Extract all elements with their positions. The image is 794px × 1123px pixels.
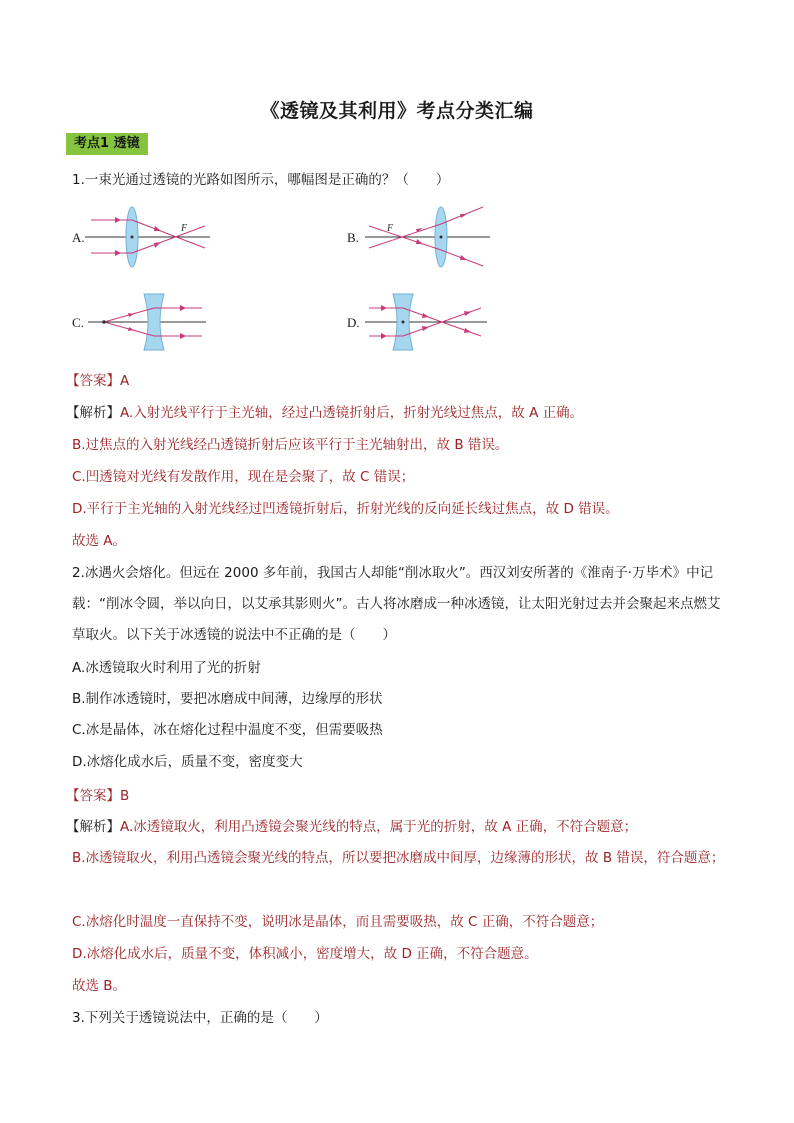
q1-analysis-1 — [66, 403, 583, 423]
q2-analysis-2: B.冰透镜取火，利用凸透镜会聚光线的特点，所以要把冰磨成中间厚，边缘薄的形状，故 B 错误，符合题意； — [72, 850, 725, 866]
analysis-tag: 【解析】 — [66, 405, 120, 421]
q1-analysis-2: B.过焦点的入射光线经凸透镜折射后应该平行于主光轴射出，故 B 错误。 — [72, 437, 509, 453]
q2-option-b: B.制作冰透镜时，要把冰磨成中间薄，边缘厚的形状 — [72, 691, 383, 707]
section-badge: 考点1 透镜 — [66, 133, 148, 155]
q1-option-d-label: D. — [347, 315, 360, 330]
answer-tag: 【答案】 — [66, 788, 120, 804]
q2-conclusion: 故选 B。 — [72, 978, 127, 994]
q1-conclusion: 故选 A。 — [72, 533, 127, 549]
q1-option-a-label: A. — [72, 230, 85, 245]
q2-answer — [66, 786, 129, 806]
focus-label-a: F — [181, 223, 188, 234]
q1-analysis-4: D.平行于主光轴的入射光线经过凹透镜折射后，折射光线的反向延长线过焦点，故 D 错误。 — [72, 501, 619, 517]
q2-option-c: C.冰是晶体，冰在熔化过程中温度不变，但需要吸热 — [72, 722, 383, 738]
analysis-text: A.入射光线平行于主光轴，经过凸透镜折射后，折射光线过焦点，故 A 正确。 — [120, 405, 584, 421]
answer-value: B — [120, 788, 130, 804]
q1-diagram-b — [365, 205, 495, 270]
q3-stem: 3.下列关于透镜说法中，正确的是（ ） — [72, 1010, 328, 1026]
analysis-tag: 【解析】 — [66, 819, 120, 835]
q2-option-d: D.冰熔化成水后，质量不变，密度变大 — [72, 754, 303, 770]
q1-option-b-label: B. — [347, 230, 359, 245]
q1-diagram-c — [88, 292, 213, 354]
document-title: 《透镜及其利用》考点分类汇编 — [260, 100, 534, 122]
q1-analysis-3: C.凹透镜对光线有发散作用，现在是会聚了，故 C 错误； — [72, 469, 415, 485]
q2-analysis-3: C.冰熔化时温度一直保持不变，说明冰是晶体，而且需要吸热，故 C 正确，不符合题意； — [72, 914, 604, 930]
q1-option-c-label: C. — [72, 315, 84, 330]
answer-value: A — [120, 373, 130, 389]
q2-option-a: A.冰透镜取火时利用了光的折射 — [72, 660, 261, 676]
q1-diagram-a — [85, 205, 215, 270]
q2-analysis-4: D.冰熔化成水后，质量不变，体积减小，密度增大，故 D 正确，不符合题意。 — [72, 946, 538, 962]
q2-stem: 2.冰遇火会熔化。但远在 2000 多年前，我国古人却能“削冰取火”。西汉刘安所著的《淮南子·万毕术》中记载：“削冰令圆，举以向日，以艾承其影则火”。古人将冰磨成一种冰透镜，让太阳光射过去并会聚起来点燃艾草取火。以下关于冰透镜的说法中不正确的是（ ） — [72, 565, 721, 643]
focus-label-b: F — [387, 223, 394, 234]
q1-answer — [66, 371, 129, 391]
q1-diagram-d — [365, 292, 490, 354]
analysis-text: A.冰透镜取火，利用凸透镜会聚光线的特点，属于光的折射，故 A 正确，不符合题意； — [120, 819, 638, 835]
q1-stem: 1.一束光通过透镜的光路如图所示，哪幅图是正确的？（ ） — [72, 172, 450, 188]
q2-analysis-1 — [66, 817, 637, 837]
answer-tag: 【答案】 — [66, 373, 120, 389]
